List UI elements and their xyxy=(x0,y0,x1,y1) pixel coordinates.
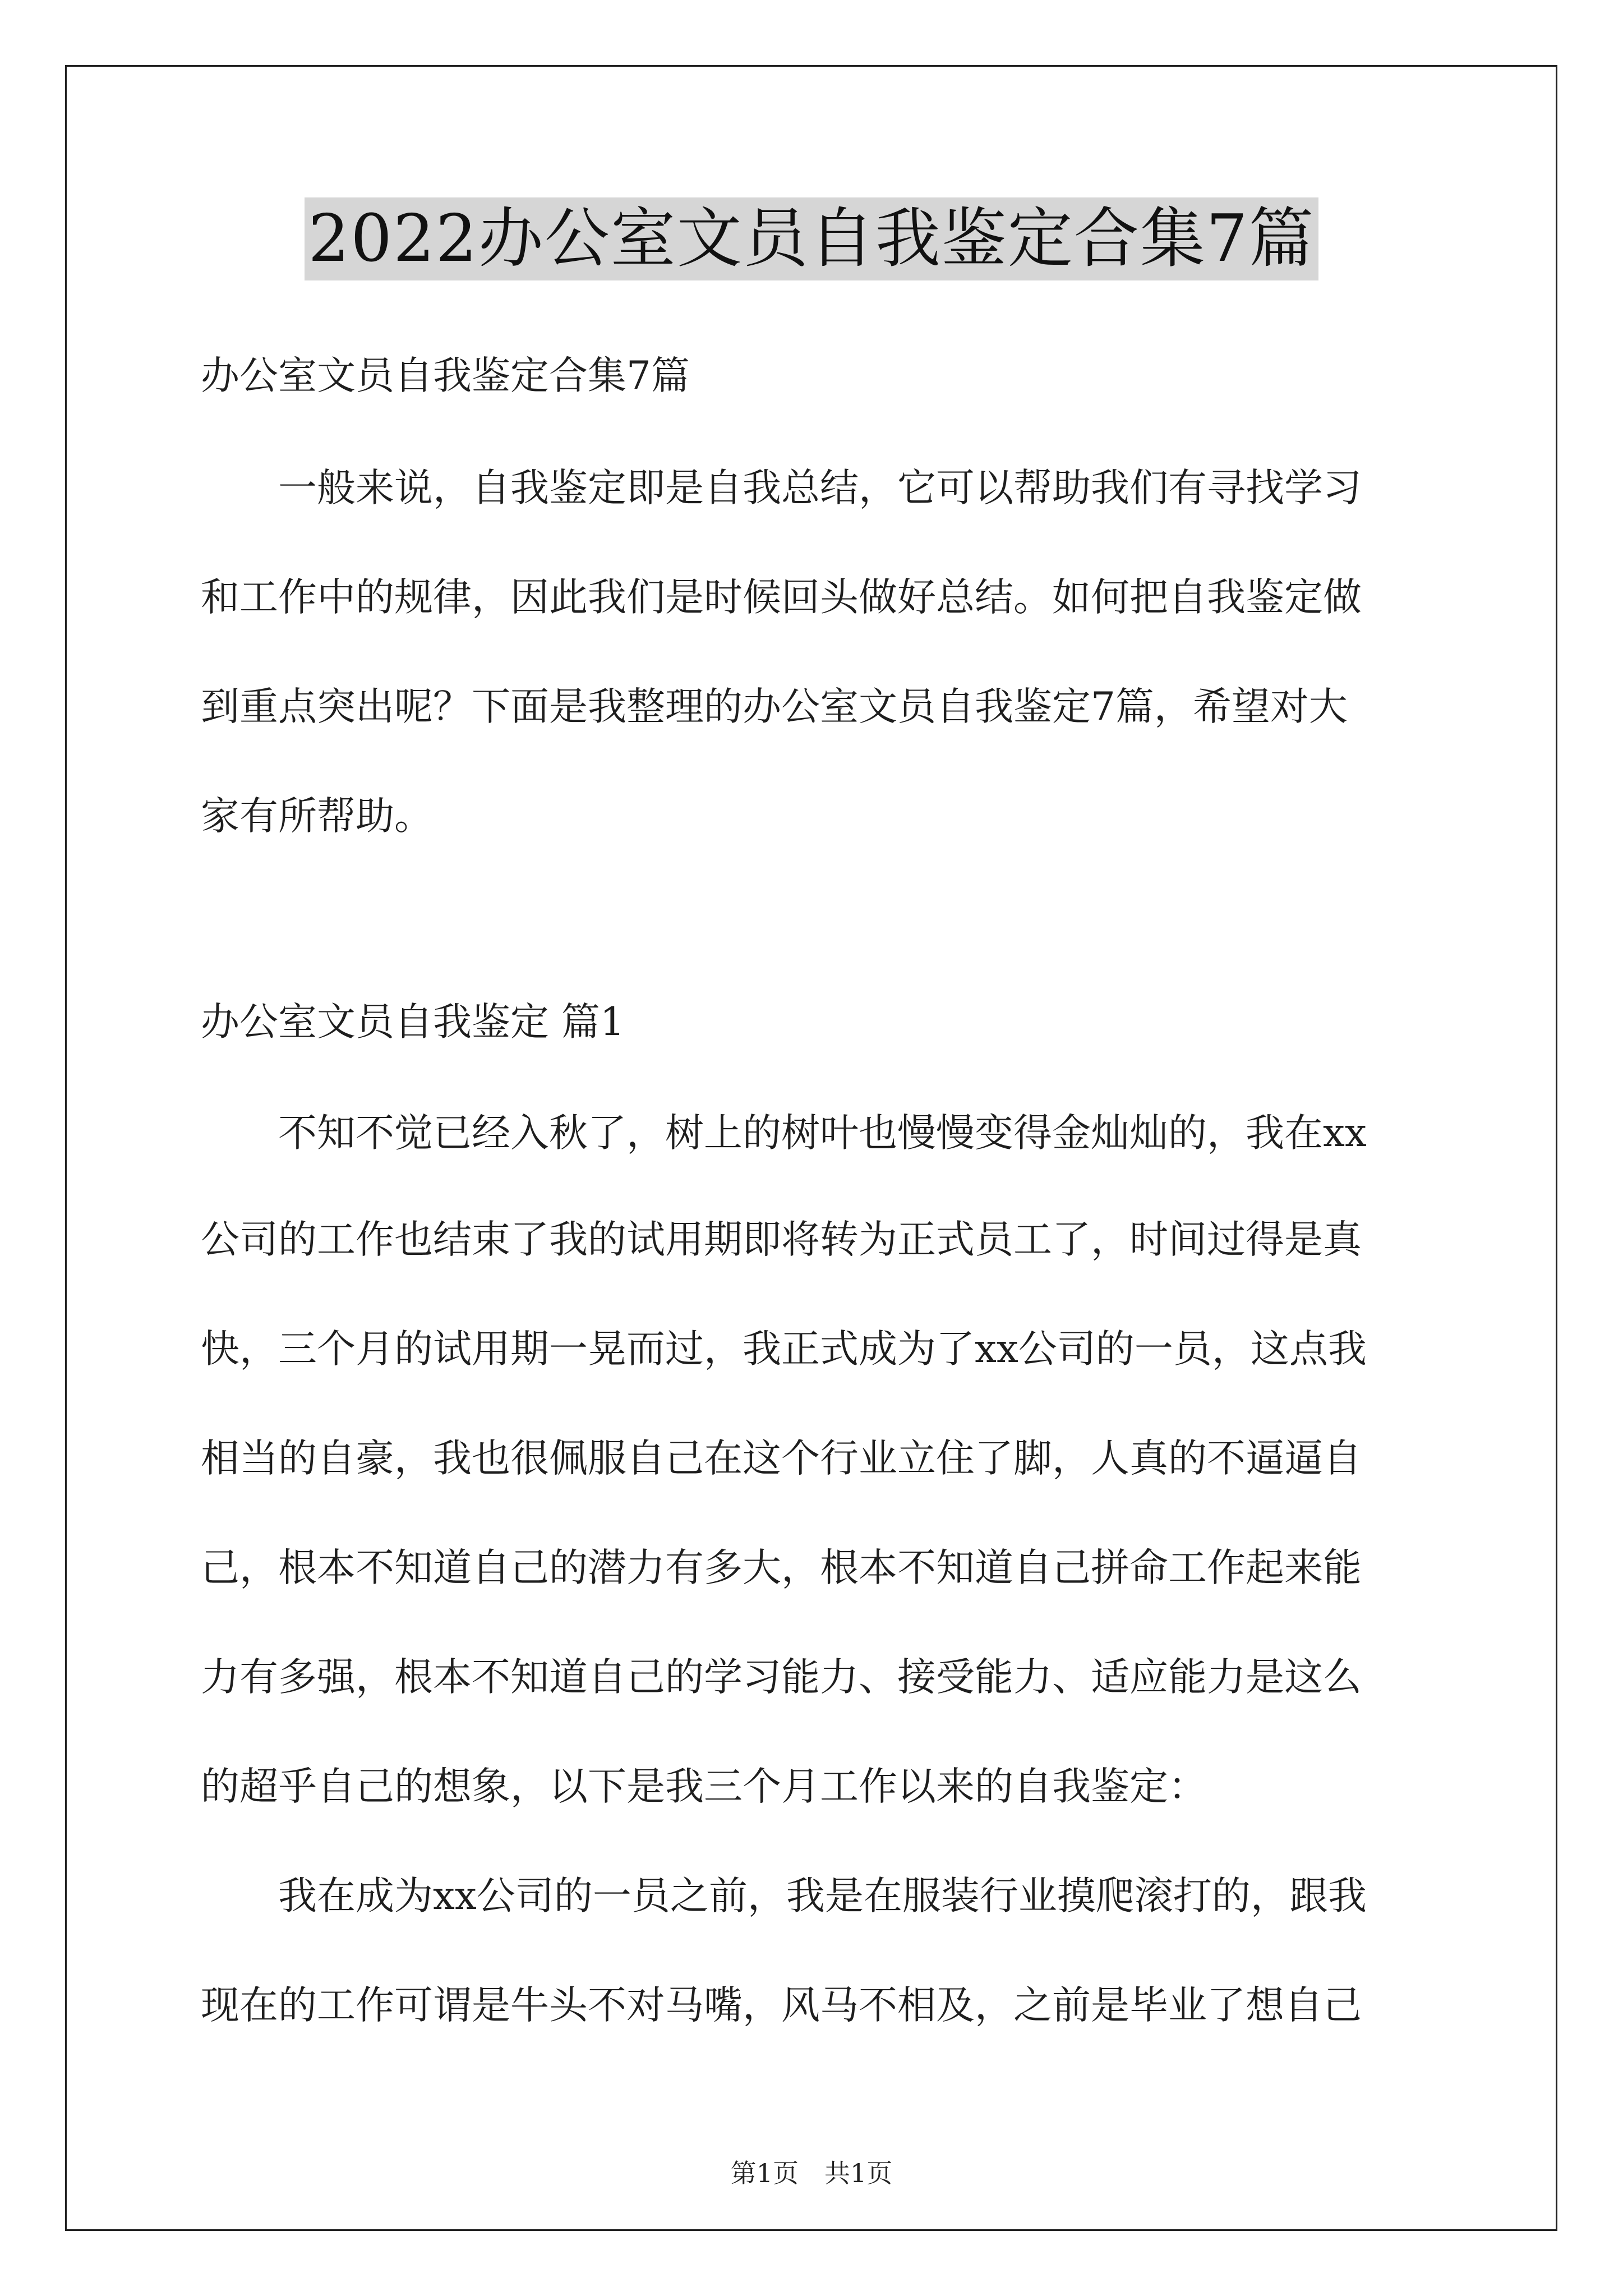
document-title: 2022办公室文员自我鉴定合集7篇 xyxy=(305,197,1318,280)
paragraph-line: 现在的工作可谓是牛头不对马嘴，风马不相及，之前是毕业了想自己 xyxy=(201,1983,1362,2028)
paragraph-line: 公司的工作也结束了我的试用期即将转为正式员工了，时间过得是真 xyxy=(201,1217,1362,1262)
section-heading: 办公室文员自我鉴定 篇1 xyxy=(201,1000,625,1045)
paragraph-line: 和工作中的规律，因此我们是时候回头做好总结。如何把自我鉴定做 xyxy=(201,575,1362,620)
paragraph-line: 到重点突出呢？下面是我整理的办公室文员自我鉴定7篇，希望对大 xyxy=(201,684,1348,729)
paragraph-line: 快，三个月的试用期一晃而过，我正式成为了xx公司的一员，这点我 xyxy=(201,1327,1367,1372)
paragraph-line: 的超乎自己的想象，以下是我三个月工作以来的自我鉴定： xyxy=(201,1764,1207,1809)
paragraph-line: 力有多强，根本不知道自己的学习能力、接受能力、适应能力是这么 xyxy=(201,1655,1362,1700)
paragraph-line: 我在成为xx公司的一员之前，我是在服装行业摸爬滚打的，跟我 xyxy=(201,1874,1367,1918)
paragraph-line: 一般来说，自我鉴定即是自我总结，它可以帮助我们有寻找学习 xyxy=(201,466,1362,510)
page-footer: 第1页 共1页 xyxy=(730,2158,893,2188)
paragraph-line: 己，根本不知道自己的潜力有多大，根本不知道自己拼命工作起来能 xyxy=(201,1545,1362,1590)
paragraph-line: 不知不觉已经入秋了，树上的树叶也慢慢变得金灿灿的，我在xx xyxy=(201,1111,1367,1156)
paragraph-line: 家有所帮助。 xyxy=(201,794,433,839)
subtitle-line: 办公室文员自我鉴定合集7篇 xyxy=(201,353,690,398)
title-container xyxy=(0,197,1623,280)
paragraph-line: 相当的自豪，我也很佩服自己在这个行业立住了脚，人真的不逼逼自 xyxy=(201,1436,1362,1481)
